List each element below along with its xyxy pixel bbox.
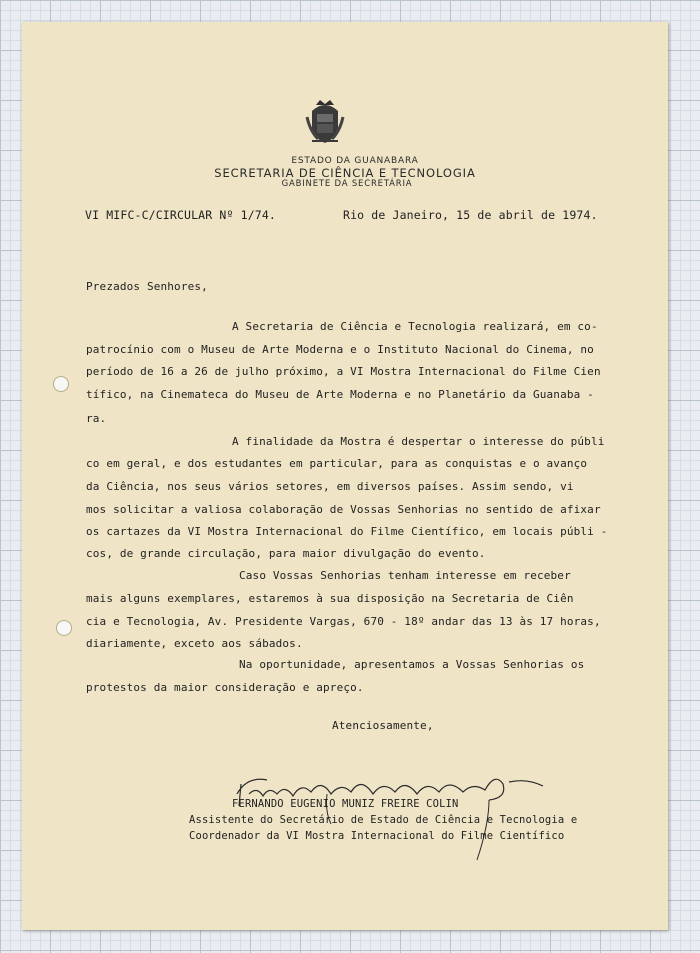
body-line: período de 16 a 26 de julho próximo, a VI Mostra Internacional do Filme Cien: [86, 365, 601, 378]
salutation: Prezados Senhores,: [86, 280, 208, 293]
closing: Atenciosamente,: [332, 719, 434, 732]
body-line: A finalidade da Mostra é despertar o interesse do públi: [232, 435, 605, 448]
letterhead-state: ESTADO DA GUANABARA: [291, 156, 419, 166]
signatory-title-2: Coordenador da VI Mostra Internacional do Filme Científico: [189, 830, 565, 842]
body-line: patrocínio com o Museu de Arte Moderna e o Instituto Nacional do Cinema, no: [86, 343, 594, 356]
signatory-title-1: Assistente do Secretário de Estado de Ciência e Tecnologia e: [189, 814, 578, 826]
punch-hole-bottom: [56, 620, 72, 636]
letter-page: [22, 22, 668, 930]
body-line: tífico, na Cinemateca do Museu de Arte Moderna e no Planetário da Guanaba -: [86, 388, 594, 401]
circular-reference: VI MIFC-C/CIRCULAR Nº 1/74.: [85, 208, 276, 222]
body-line: diariamente, exceto aos sábados.: [86, 637, 303, 650]
place-and-date: Rio de Janeiro, 15 de abril de 1974.: [343, 208, 598, 222]
body-line: cos, de grande circulação, para maior divulgação do evento.: [86, 547, 486, 560]
body-line: ra.: [86, 412, 107, 425]
coat-of-arms-icon: [304, 97, 346, 145]
letterhead-cabinet: GABINETE DA SECRETÁRIA: [281, 179, 413, 189]
punch-hole-top: [53, 376, 69, 392]
letterhead-secretariat: SECRETARIA DE CIÊNCIA E TECNOLOGIA: [214, 166, 476, 180]
body-line: os cartazes da VI Mostra Internacional do Filme Científico, em locais públi -: [86, 525, 608, 538]
body-line: da Ciência, nos seus vários setores, em diversos países. Assim sendo, vi: [86, 480, 574, 493]
body-line: Na oportunidade, apresentamos a Vossas Senhorias os: [239, 658, 585, 671]
body-line: cia e Tecnologia, Av. Presidente Vargas, 670 - 18º andar das 13 às 17 horas,: [86, 615, 601, 628]
body-line: protestos da maior consideração e apreço.: [86, 681, 364, 694]
body-line: co em geral, e dos estudantes em particular, para as conquistas e o avanço: [86, 457, 588, 470]
body-line: mais alguns exemplares, estaremos à sua disposição na Secretaria de Ciên: [86, 592, 574, 605]
body-line: mos solicitar a valiosa colaboração de Vossas Senhorias no sentido de afixar: [86, 503, 601, 516]
body-line: Caso Vossas Senhorias tenham interesse em receber: [239, 569, 571, 582]
body-line: A Secretaria de Ciência e Tecnologia realizará, em co-: [232, 320, 598, 333]
signatory-name: FERNANDO EUGENIO MUNIZ FREIRE COLIN: [232, 798, 459, 810]
